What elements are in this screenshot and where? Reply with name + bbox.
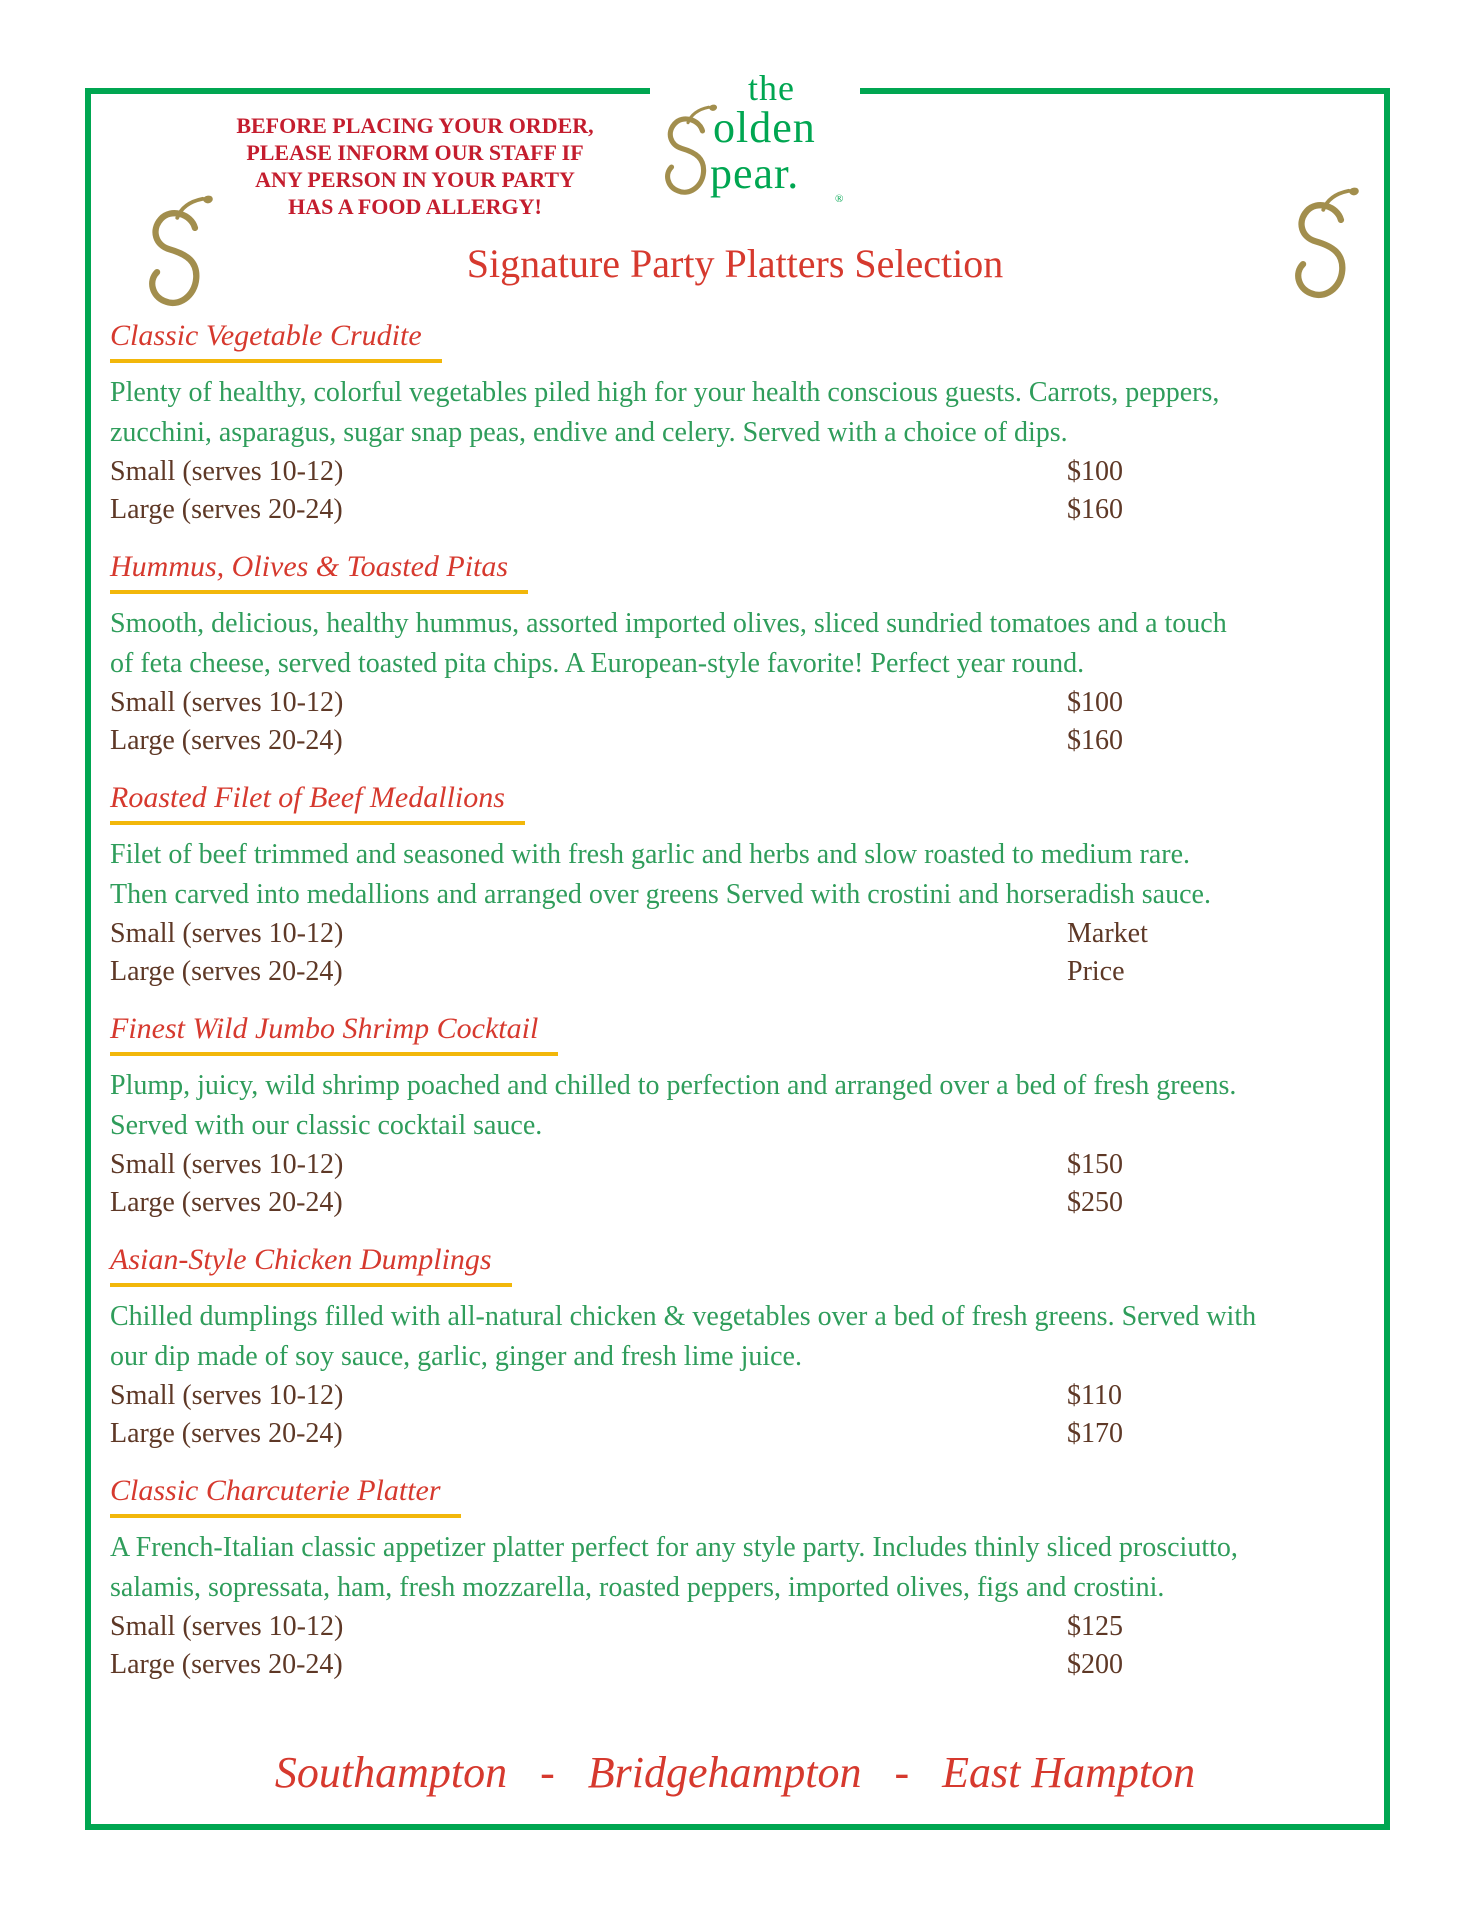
section-title [110,1242,1372,1287]
description-line: Served with our classic cocktail sauce. [110,1110,543,1141]
allergy-line: BEFORE PLACING YOUR ORDER, [236,113,594,138]
section-title [110,549,1372,594]
price-row-large [110,1184,1372,1222]
price-row-large [110,1646,1372,1684]
price-row-large [110,722,1372,760]
description-line: Plump, juicy, wild shrimp poached and chilled to perfection and arranged over a bed of fresh greens. [110,1070,1237,1101]
section-title-text: Classic Vegetable Crudite [110,318,442,363]
section-title-text: Finest Wild Jumbo Shrimp Cocktail [110,1011,558,1056]
description-line: A French-Italian classic appetizer platter perfect for any style party. Includes thinly sliced prosciutto, [110,1532,1238,1563]
price-row-small [110,1377,1372,1415]
logo-word-the: the [748,68,795,108]
size-label: Large (serves 20-24) [110,1418,343,1449]
size-label: Large (serves 20-24) [110,1649,343,1680]
size-label: Small (serves 10-12) [110,918,344,949]
registered-mark: ® [835,193,844,205]
size-label: Large (serves 20-24) [110,956,343,987]
section-title [110,1011,1372,1056]
size-label: Small (serves 10-12) [110,1380,344,1411]
price-value: Price [1067,956,1125,987]
section-description [110,373,1372,453]
section-description [110,604,1372,684]
price-value: $100 [1067,687,1123,718]
menu-section-shrimp [110,1011,1372,1222]
description-line: Plenty of healthy, colorful vegetables piled high for your health conscious guests. Carrots, peppers, [110,377,1220,408]
menu-section-dumplings [110,1242,1372,1453]
price-row-small [110,453,1372,491]
allergy-line: PLEASE INFORM OUR STAFF IF [246,140,584,165]
section-title [110,1473,1372,1518]
section-description [110,835,1372,915]
price-row-small [110,1608,1372,1646]
section-description [110,1297,1372,1377]
price-value: $160 [1067,725,1123,756]
section-title-text: Hummus, Olives & Toasted Pitas [110,549,528,594]
size-label: Small (serves 10-12) [110,687,344,718]
size-label: Large (serves 20-24) [110,1187,343,1218]
price-value: $200 [1067,1649,1123,1680]
section-description [110,1528,1372,1608]
description-line: Filet of beef trimmed and seasoned with fresh garlic and herbs and slow roasted to medium rare. [110,839,1191,870]
section-title-text: Asian-Style Chicken Dumplings [110,1242,512,1287]
size-label: Small (serves 10-12) [110,456,344,487]
description-line: Smooth, delicious, healthy hummus, assorted imported olives, sliced sundried tomatoes and a touch [110,608,1227,639]
price-row-large [110,953,1372,991]
menu-section-crudite [110,318,1372,529]
price-value: Market [1067,918,1148,949]
price-row-large [110,491,1372,529]
price-row-small [110,684,1372,722]
price-row-small [110,1146,1372,1184]
size-label: Small (serves 10-12) [110,1611,344,1642]
price-value: $250 [1067,1187,1123,1218]
menu-sections [110,318,1372,1704]
price-value: $160 [1067,494,1123,525]
section-description [110,1066,1372,1146]
allergy-notice [185,112,645,220]
logo-word-pear: pear. [710,149,800,198]
menu-section-hummus [110,549,1372,760]
section-title-text: Roasted Filet of Beef Medallions [110,780,525,825]
logo-word-olden: olden [713,103,816,152]
price-value: $100 [1067,456,1123,487]
section-title [110,318,1372,363]
description-line: Then carved into medallions and arranged over greens Served with crostini and horseradish sauce. [110,879,1211,910]
price-value: $125 [1067,1611,1123,1642]
locations-footer: Southampton - Bridgehampton - East Hampton [274,1748,1196,1797]
description-line: our dip made of soy sauce, garlic, ginger and fresh lime juice. [110,1341,802,1372]
description-line: zucchini, asparagus, sugar snap peas, endive and celery. Served with a choice of dips. [110,417,1068,448]
section-title [110,780,1372,825]
section-title-text: Classic Charcuterie Platter [110,1473,461,1518]
price-value: $150 [1067,1149,1123,1180]
price-row-small [110,915,1372,953]
description-line: Chilled dumplings filled with all-natural chicken & vegetables over a bed of fresh greens. Served with [110,1301,1257,1332]
description-line: of feta cheese, served toasted pita chips. A European-style favorite! Perfect year round. [110,648,1085,679]
price-value: $170 [1067,1418,1123,1449]
price-value: $110 [1067,1380,1122,1411]
price-row-large [110,1415,1372,1453]
size-label: Large (serves 20-24) [110,494,343,525]
size-label: Small (serves 10-12) [110,1149,344,1180]
description-line: salamis, sopressata, ham, fresh mozzarella, roasted peppers, imported olives, figs and crostini. [110,1572,1165,1603]
menu-section-charcuterie [110,1473,1372,1684]
allergy-line: HAS A FOOD ALLERGY! [288,194,542,219]
pear-icon [656,100,718,198]
allergy-line: ANY PERSON IN YOUR PARTY [255,167,575,192]
brand-logo [650,56,860,234]
size-label: Large (serves 20-24) [110,725,343,756]
menu-section-beef [110,780,1372,991]
page-title: Signature Party Platters Selection [466,241,1004,286]
